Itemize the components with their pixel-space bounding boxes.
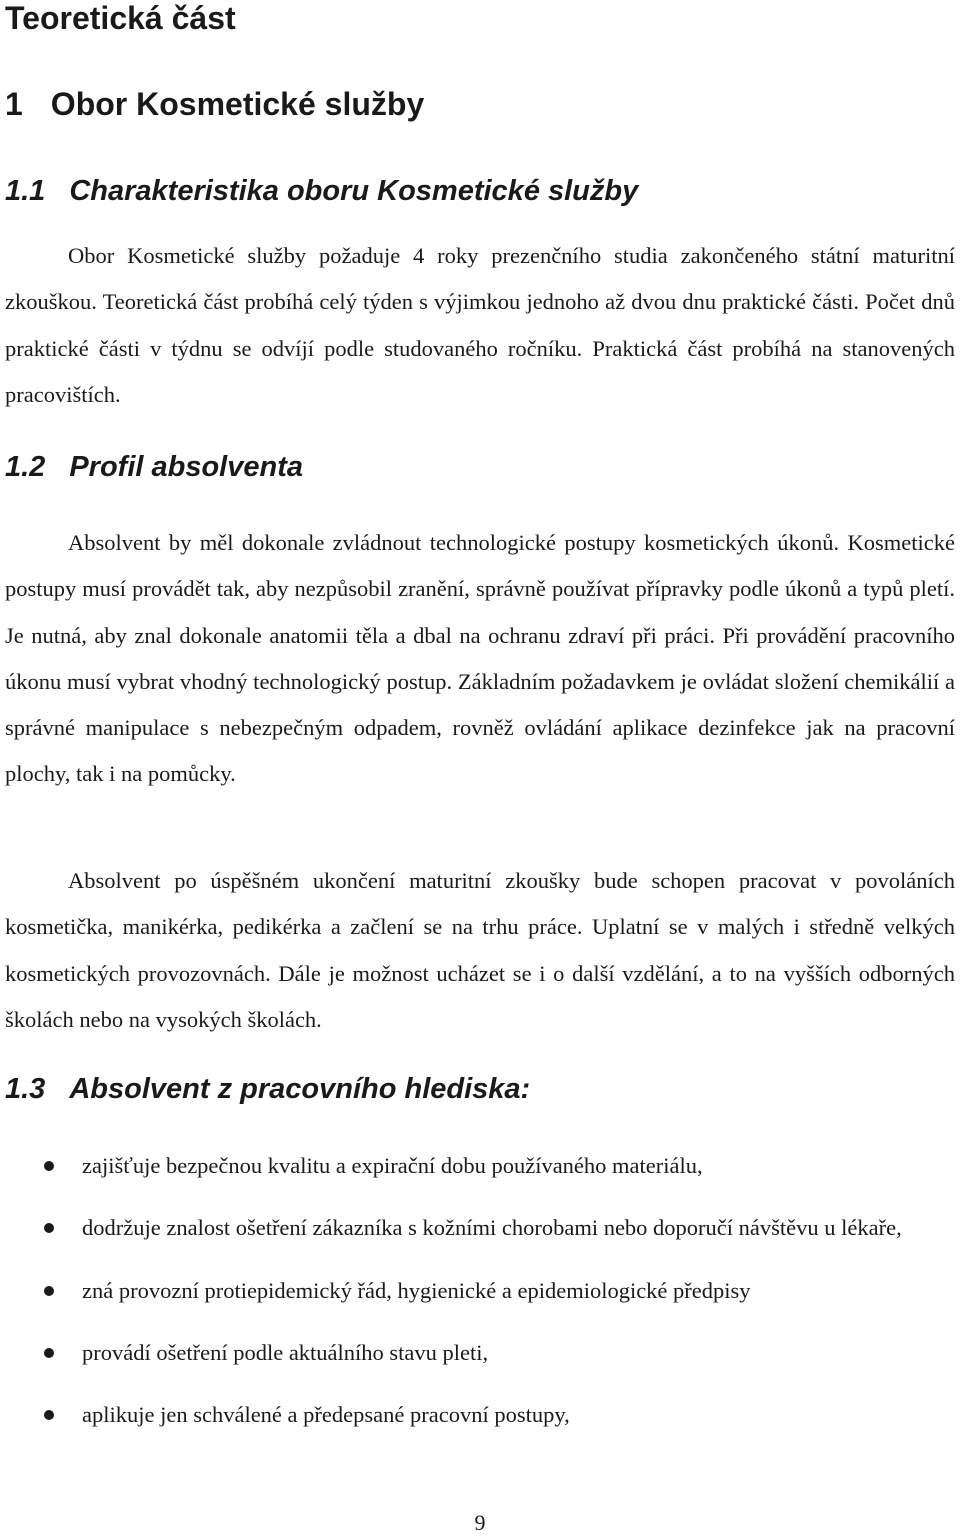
section-title-text: Profil absolventa [69, 451, 303, 483]
section-title-text: Absolvent z pracovního hlediska: [69, 1073, 531, 1105]
list-item-text: zajišťuje bezpečnou kvalitu a expirační dobu používaného materiálu, [82, 1153, 703, 1178]
section-number: 1.1 [5, 175, 46, 207]
section-heading-1-2 [5, 451, 303, 484]
bullet-icon [44, 1348, 54, 1358]
chapter-heading [5, 86, 424, 123]
paragraph-characteristics: Obor Kosmetické služby požaduje 4 roky prezenčního studia zakončeného státní maturitní zkouškou. Teoretická část probíhá celý týden s výjimkou jednoho až dvou dnu praktické části. Počet dnů praktické části v týdnu se odvíjí podle studovaného ročníku. Praktická část probíhá na stanovených pracovištích. [5, 243, 955, 407]
section-title-text: Charakteristika oboru Kosmetické služby [69, 175, 639, 207]
list-item [0, 1143, 955, 1189]
bullet-icon [44, 1410, 54, 1420]
list-item [0, 1205, 955, 1251]
section-heading-1-1 [5, 175, 638, 208]
paragraph-graduate-employment: Absolvent po úspěšném ukončení maturitní zkoušky bude schopen pracovat v povoláních kosmetička, manikérka, pedikérka a začlení se na trhu práce. Uplatní se v malých i středně velkých kosmetických provozovnách. Dále je možnost ucházet se i o další vzdělání, a to na vyšších odborných školách nebo na vysokých školách. [5, 868, 955, 1032]
bullet-icon [44, 1223, 54, 1233]
chapter-number: 1 [5, 86, 23, 122]
section-title: Teoretická část [5, 0, 236, 36]
bullet-icon [44, 1286, 54, 1296]
page-number: 9 [474, 1510, 486, 1535]
bullet-list [0, 1143, 955, 1438]
list-item [0, 1392, 955, 1438]
list-item [0, 1268, 955, 1314]
list-item-text: zná provozní protiepidemický řád, hygienické a epidemiologické předpisy [82, 1277, 751, 1303]
section-number: 1.2 [5, 451, 46, 483]
chapter-title: Obor Kosmetické služby [50, 86, 425, 122]
list-item-text: provádí ošetření podle aktuálního stavu pleti, [82, 1339, 489, 1365]
list-item-text: aplikuje jen schválené a předepsané pracovní postupy, [82, 1402, 570, 1428]
paragraph-graduate-profile: Absolvent by měl dokonale zvládnout technologické postupy kosmetických úkonů. Kosmetické postupy musí provádět tak, aby nezpůsobil zranění, správně používat přípravky podle úkonů a typů pletí. Je nutná, aby znal dokonale anatomii těla a dbal na ochranu zdraví při práci. Při provádění pracovního úkonu musí vybrat vhodný technologický postup. Základním požadavkem je ovládat složení chemikálií a správné manipulace s nebezpečným odpadem, rovněž ovládání aplikace dezinfekce jak na pracovní plochy, tak i na pomůcky. [5, 530, 955, 787]
section-heading-1-3 [5, 1073, 530, 1106]
list-item [0, 1330, 955, 1376]
list-item-text: dodržuje znalost ošetření zákazníka s kožními chorobami nebo doporučí návštěvu u lékaře, [82, 1215, 902, 1241]
bullet-icon [44, 1161, 54, 1171]
section-number: 1.3 [5, 1073, 46, 1105]
